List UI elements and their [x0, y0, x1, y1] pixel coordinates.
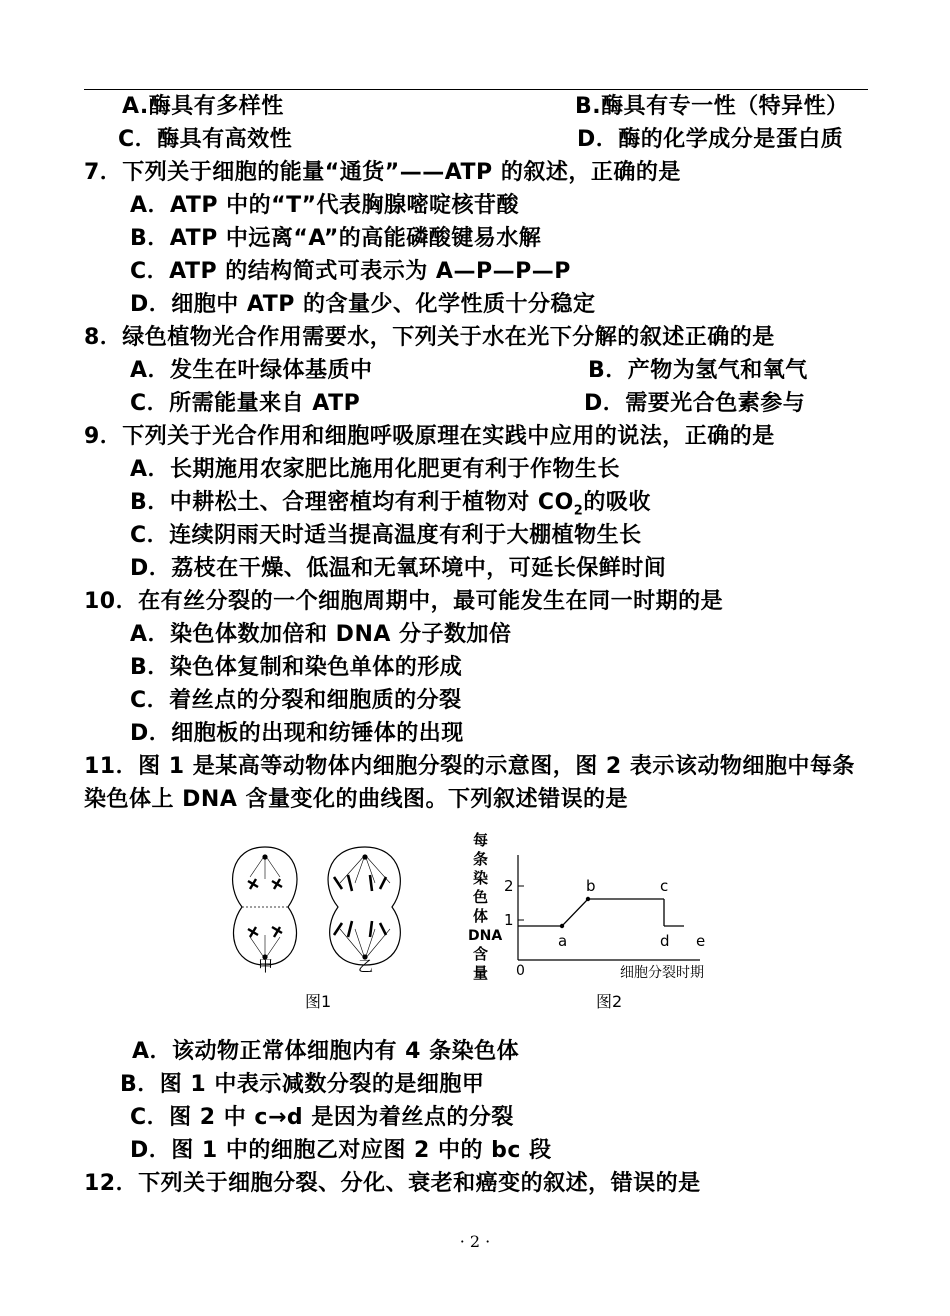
q10-stem: 10．在有丝分裂的一个细胞周期中，最可能发生在同一时期的是 — [84, 589, 724, 614]
chart-y-label-char: 染 — [473, 869, 489, 887]
chart-y-label-char: 体 — [473, 907, 489, 925]
q6-option-c: C．酶具有高效性 — [118, 127, 293, 152]
ytick-1-label: 1 — [504, 911, 514, 929]
chart-origin: 0 — [516, 963, 525, 979]
ytick-2-label: 2 — [504, 877, 514, 895]
q11-figure — [220, 825, 740, 1025]
chart-point-label-a: a — [558, 932, 568, 950]
q9-option-c: C．连续阴雨天时适当提高温度有利于大棚植物生长 — [130, 523, 642, 548]
q12-stem: 12．下列关于细胞分裂、分化、衰老和癌变的叙述，错误的是 — [84, 1171, 701, 1196]
chart-point-b — [586, 897, 590, 901]
q8-option-b: B．产物为氢气和氧气 — [588, 358, 808, 383]
q11-option-d: D．图 1 中的细胞乙对应图 2 中的 bc 段 — [130, 1138, 552, 1163]
q11-stem-line1: 11．图 1 是某高等动物体内细胞分裂的示意图，图 2 表示该动物细胞中每条 — [84, 754, 855, 779]
q10-option-c: C．着丝点的分裂和细胞质的分裂 — [130, 688, 462, 713]
q11-option-a: A．该动物正常体细胞内有 4 条染色体 — [132, 1039, 520, 1064]
chart-y-label-char: 每 — [473, 831, 489, 849]
q8-stem: 8．绿色植物光合作用需要水，下列关于水在光下分解的叙述正确的是 — [84, 325, 775, 350]
header-rule — [84, 89, 868, 90]
chart-point-label-b: b — [586, 877, 596, 895]
chart-y-label-char: 量 — [473, 964, 489, 982]
q8-option-a: A．发生在叶绿体基质中 — [130, 358, 373, 383]
chart-y-label-char: 条 — [473, 850, 489, 868]
chart-y-axis-label — [468, 831, 502, 982]
fig2-caption: 图2 — [596, 992, 623, 1011]
q7-option-c: C．ATP 的结构简式可表示为 A—P—P—P — [130, 259, 571, 284]
chart-point-label-c: c — [660, 877, 669, 895]
page-number: · 2 · — [459, 1232, 491, 1251]
chart-point-label-e: e — [696, 932, 706, 950]
q7-option-b: B．ATP 中远离“A”的高能磷酸键易水解 — [130, 226, 542, 251]
q9-option-d: D．荔枝在干燥、低温和无氧环境中，可延长保鲜时间 — [130, 556, 667, 581]
chart-x-axis-label: 细胞分裂时期 — [620, 965, 704, 981]
cell-yi-label: 乙 — [358, 957, 374, 975]
chart-points — [558, 877, 705, 950]
cell-yi-diagram — [328, 847, 400, 965]
q10-option-b: B．染色体复制和染色单体的形成 — [130, 655, 463, 680]
fig1-caption: 图1 — [305, 992, 332, 1011]
q8-option-c: C．所需能量来自 ATP — [130, 391, 361, 416]
q11-stem-line2: 染色体上 DNA 含量变化的曲线图。下列叙述错误的是 — [84, 787, 629, 812]
q6-option-d: D．酶的化学成分是蛋白质 — [577, 127, 844, 152]
chart-point-label-d: d — [660, 932, 670, 950]
q7-stem: 7．下列关于细胞的能量“通货”——ATP 的叙述，正确的是 — [84, 160, 681, 185]
q9-option-b: B．中耕松土、合理密植均有利于植物对 $CO_2$的吸收 — [130, 490, 651, 519]
cell-jia-label: 甲 — [258, 957, 274, 975]
q9-stem: 9．下列关于光合作用和细胞呼吸原理在实践中应用的说法，正确的是 — [84, 424, 775, 449]
cell-jia-diagram — [233, 847, 297, 965]
q7-option-a: A．ATP 中的“T”代表胸腺嘧啶核苷酸 — [130, 193, 520, 218]
chart-y-label-char: 色 — [473, 888, 489, 906]
q7-option-d: D．细胞中 ATP 的含量少、化学性质十分稳定 — [130, 292, 596, 317]
chart-series-line — [518, 899, 664, 926]
q11-option-c: C．图 2 中 c→d 是因为着丝点的分裂 — [130, 1105, 514, 1130]
q10-option-a: A．染色体数加倍和 DNA 分子数加倍 — [130, 622, 512, 647]
q6-option-a: A.酶具有多样性 — [122, 94, 284, 119]
chart-point-a — [560, 924, 564, 928]
q8-option-d: D．需要光合色素参与 — [584, 391, 806, 416]
q6-option-b: B.酶具有专一性（特异性） — [575, 94, 849, 119]
q10-option-d: D．细胞板的出现和纺锤体的出现 — [130, 721, 464, 746]
q11-option-b: B．图 1 中表示减数分裂的是细胞甲 — [120, 1072, 485, 1097]
q9-option-a: A．长期施用农家肥比施用化肥更有利于作物生长 — [130, 457, 621, 482]
chart-y-label-char: 含 — [473, 945, 489, 963]
chart-y-label-char: DNA — [468, 928, 503, 944]
